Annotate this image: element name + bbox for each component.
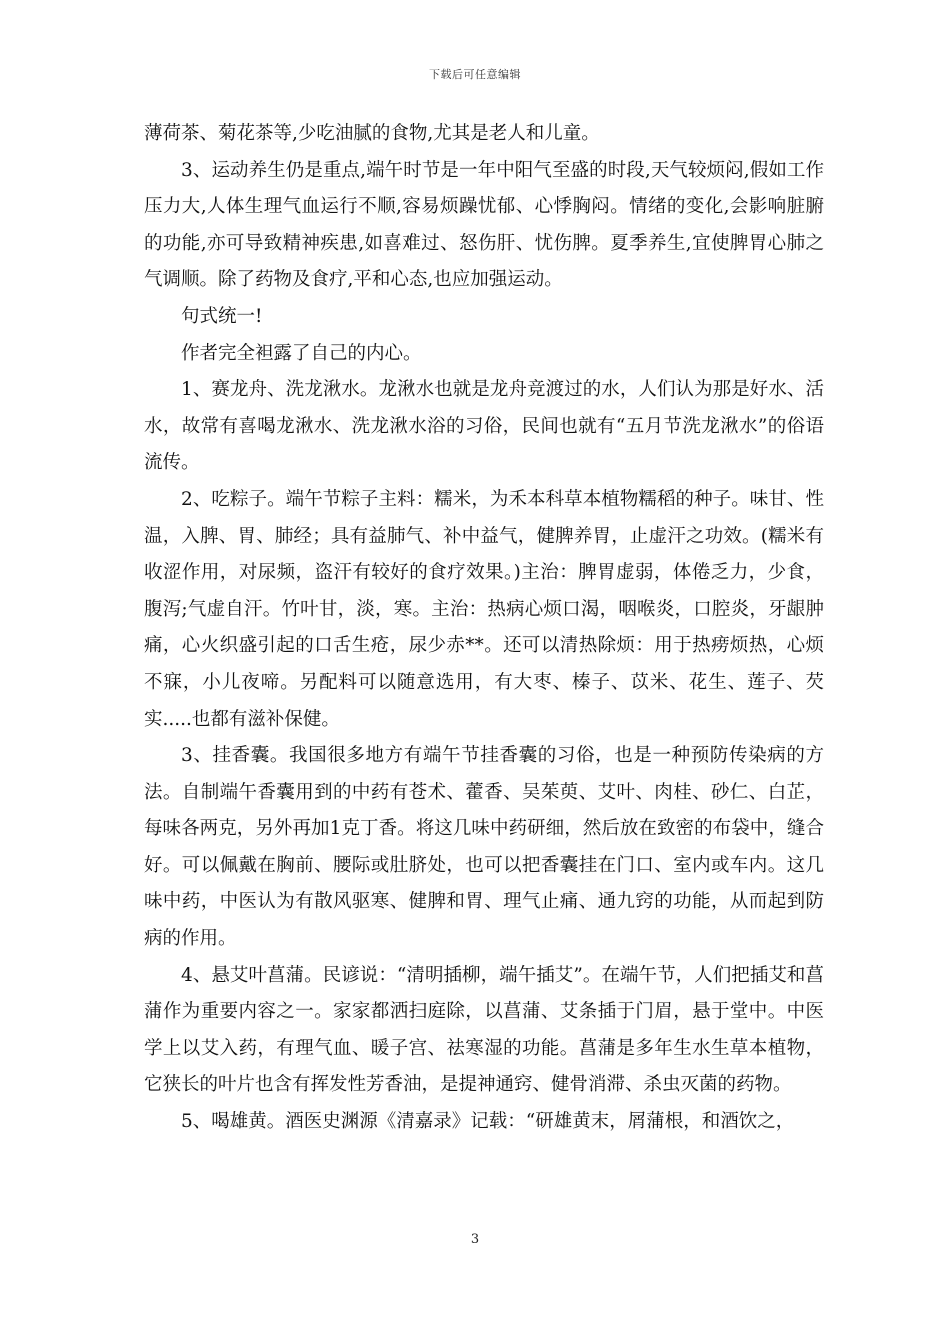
page-number: 3 — [470, 1232, 480, 1247]
page-header: 下载后可任意编辑 — [429, 68, 521, 81]
paragraph-9: 5、喝雄黄。酒医史渊源《清嘉录》记载：“研雄黄末，屑蒲根，和酒饮之， — [181, 1111, 795, 1133]
paragraph-5: 1、赛龙舟、洗龙湫水。龙湫水也就是龙舟竞渡过的水，人们认为那是好水、活水，故常有喜喝龙湫水、洗龙湫水浴的习俗，民间也就有“五月节洗龙湫水”的俗语流传。 — [144, 379, 824, 474]
paragraph-8: 4、悬艾叶菖蒲。民谚说：“清明插柳，端午插艾”。在端午节，人们把插艾和菖蒲作为重要内容之一。家家都洒扫庭除，以菖蒲、艾条插于门眉，悬于堂中。中医学上以艾入药，有理气血、暖子宫、祛寒湿的功能。菖蒲是多年生水生草本植物，它狭长的叶片也含有挥发性芳香油，是提神通窍、健骨消滞、杀虫灭菌的药物。 — [144, 964, 824, 1096]
paragraph-2: 3、运动养生仍是重点,端午时节是一年中阳气至盛的时段,天气较烦闷,假如工作压力大,人体生理气血运行不顺,容易烦躁忧郁、心悸胸闷。情绪的变化,会影响脏腑的功能,亦可导致精神疾患,如喜难过、怒伤肝、忧伤脾。夏季养生,宜使脾胃心肺之气调顺。除了药物及食疗,平和心态,也应加强运动。 — [144, 159, 824, 291]
paragraph-1: 薄荷茶、菊花茶等,少吃油腻的食物,尤其是老人和儿童。 — [144, 123, 600, 144]
paragraph-4: 作者完全袒露了自己的内心。 — [181, 342, 422, 364]
paragraph-3: 句式统一! — [181, 305, 263, 327]
paragraph-7: 3、挂香囊。我国很多地方有端午节挂香囊的习俗，也是一种预防传染病的方法。自制端午香囊用到的中药有苍术、藿香、吴茱萸、艾叶、肉桂、砂仁、白芷，每味各两克，另外再加1克丁香。将这几味中药研细，然后放在致密的布袋中，缝合好。可以佩戴在胸前、腰际或肚脐处，也可以把香囊挂在门口、室内或车内。这几味中药，中医认为有散风驱寒、健脾和胃、理气止痛、通九窍的功能，从而起到防病的作用。 — [144, 745, 824, 950]
document-body — [144, 116, 824, 1141]
paragraph-6: 2、吃粽子。端午节粽子主料：糯米，为禾本科草本植物糯稻的种子。味甘、性温，入脾、胃、肺经；具有益肺气、补中益气，健脾养胃，止虚汗之功效。(糯米有收涩作用，对尿频，盗汗有较好的食疗效果。)主治：脾胃虚弱，体倦乏力，少食，腹泻;气虚自汗。竹叶甘，淡，寒。主治：热病心烦口渴，咽喉炎，口腔炎，牙龈肿痛，心火织盛引起的口舌生疮，尿少赤**。还可以清热除烦：用于热痨烦热，心烦不寐，小儿夜啼。另配料可以随意选用，有大枣、榛子、苡米、花生、莲子、芡实.....也都有滋补保健。 — [144, 488, 824, 730]
